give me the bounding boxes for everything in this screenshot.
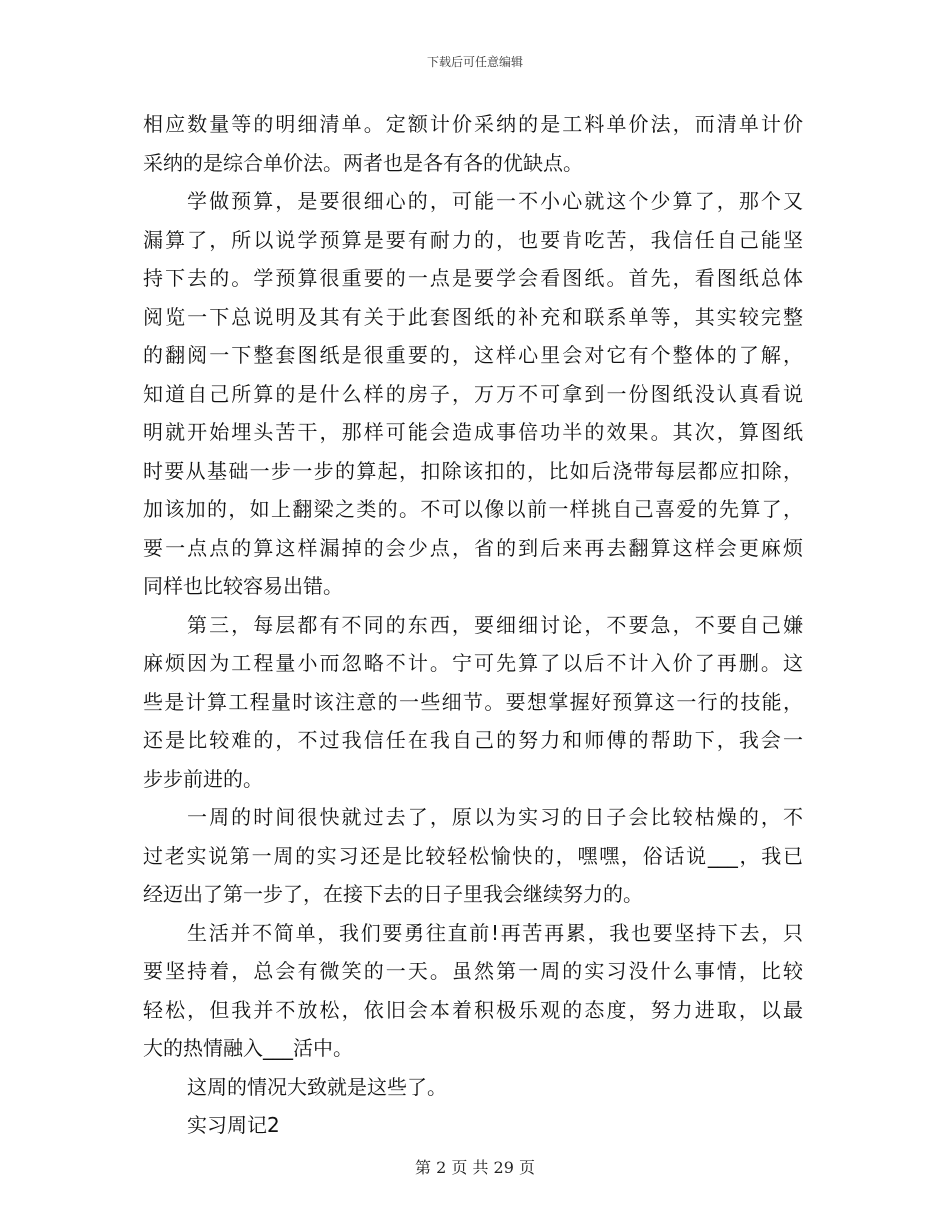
document-body: [143, 105, 803, 1145]
page-header: 下载后可任意编辑: [426, 55, 523, 69]
section-heading: 实习周记2: [187, 1113, 280, 1137]
text-line: 阅览一下总说明及其有关于此套图纸的补充和联系单等，其实较完整: [143, 304, 803, 329]
text-line: 轻松，但我并不放松，依旧会本着积极乐观的态度，努力进取，以最: [143, 997, 803, 1022]
text-line: 些是计算工程量时该注意的一些细节。要想掌握好预算这一行的技能，: [143, 689, 803, 714]
text-line: 生活并不简单，我们要勇往直前!再苦再累，我也要坚持下去，只: [187, 920, 803, 945]
text-line: 的翻阅一下整套图纸是很重要的，这样心里会对它有个整体的了解，: [143, 343, 803, 367]
text-line: 持下去的。学预算很重要的一点是要学会看图纸。首先，看图纸总体: [143, 266, 803, 290]
text-line: 相应数量等的明细清单。定额计价采纳的是工料单价法，而清单计价: [143, 112, 803, 136]
text-line: 一周的时间很快就过去了，原以为实习的日子会比较枯燥的，不: [187, 805, 803, 829]
text-line: 第三，每层都有不同的东西，要细细讨论，不要急，不要自己嫌: [187, 612, 803, 637]
text-line: 同样也比较容易出错。: [143, 574, 343, 598]
text-line: 过老实说第一周的实习还是比较轻松愉快的，嘿嘿，俗话说___，我已: [143, 843, 803, 868]
text-line: 麻烦因为工程量小而忽略不计。宁可先算了以后不计入价了再删。这: [143, 651, 803, 675]
text-line: 明就开始埋头苦干，那样可能会造成事倍功半的效果。其次，算图纸: [143, 420, 803, 444]
page-number: 第 2 页 共 29 页: [415, 1158, 535, 1177]
text-line: 大的热情融入___活中。: [143, 1036, 353, 1060]
text-line: 漏算了，所以说学预算是要有耐力的，也要肯吃苦，我信任自己能坚: [143, 227, 803, 252]
text-line: 学做预算，是要很细心的，可能一不小心就这个少算了，那个又: [187, 189, 803, 213]
text-line: 采纳的是综合单价法。两者也是各有各的优缺点。: [143, 150, 583, 175]
text-line: 时要从基础一步一步的算起，扣除该扣的，比如后浇带每层都应扣除，: [143, 458, 803, 483]
text-line: 加该加的，如上翻梁之类的。不可以像以前一样挑自己喜爱的先算了，: [143, 497, 803, 521]
text-line: 要一点点的算这样漏掉的会少点，省的到后来再去翻算这样会更麻烦: [143, 535, 803, 560]
text-line: 步步前进的。: [143, 766, 263, 791]
text-line: 经迈出了第一步了，在接下去的日子里我会继续努力的。: [143, 882, 643, 906]
text-line: 还是比较难的，不过我信任在我自己的努力和师傅的帮助下，我会一: [143, 728, 803, 752]
text-line: 知道自己所算的是什么样的房子，万万不可拿到一份图纸没认真看说: [143, 381, 803, 406]
text-line: 要坚持着，总会有微笑的一天。虽然第一周的实习没什么事情，比较: [143, 959, 803, 983]
text-line: 这周的情况大致就是这些了。: [187, 1074, 447, 1099]
